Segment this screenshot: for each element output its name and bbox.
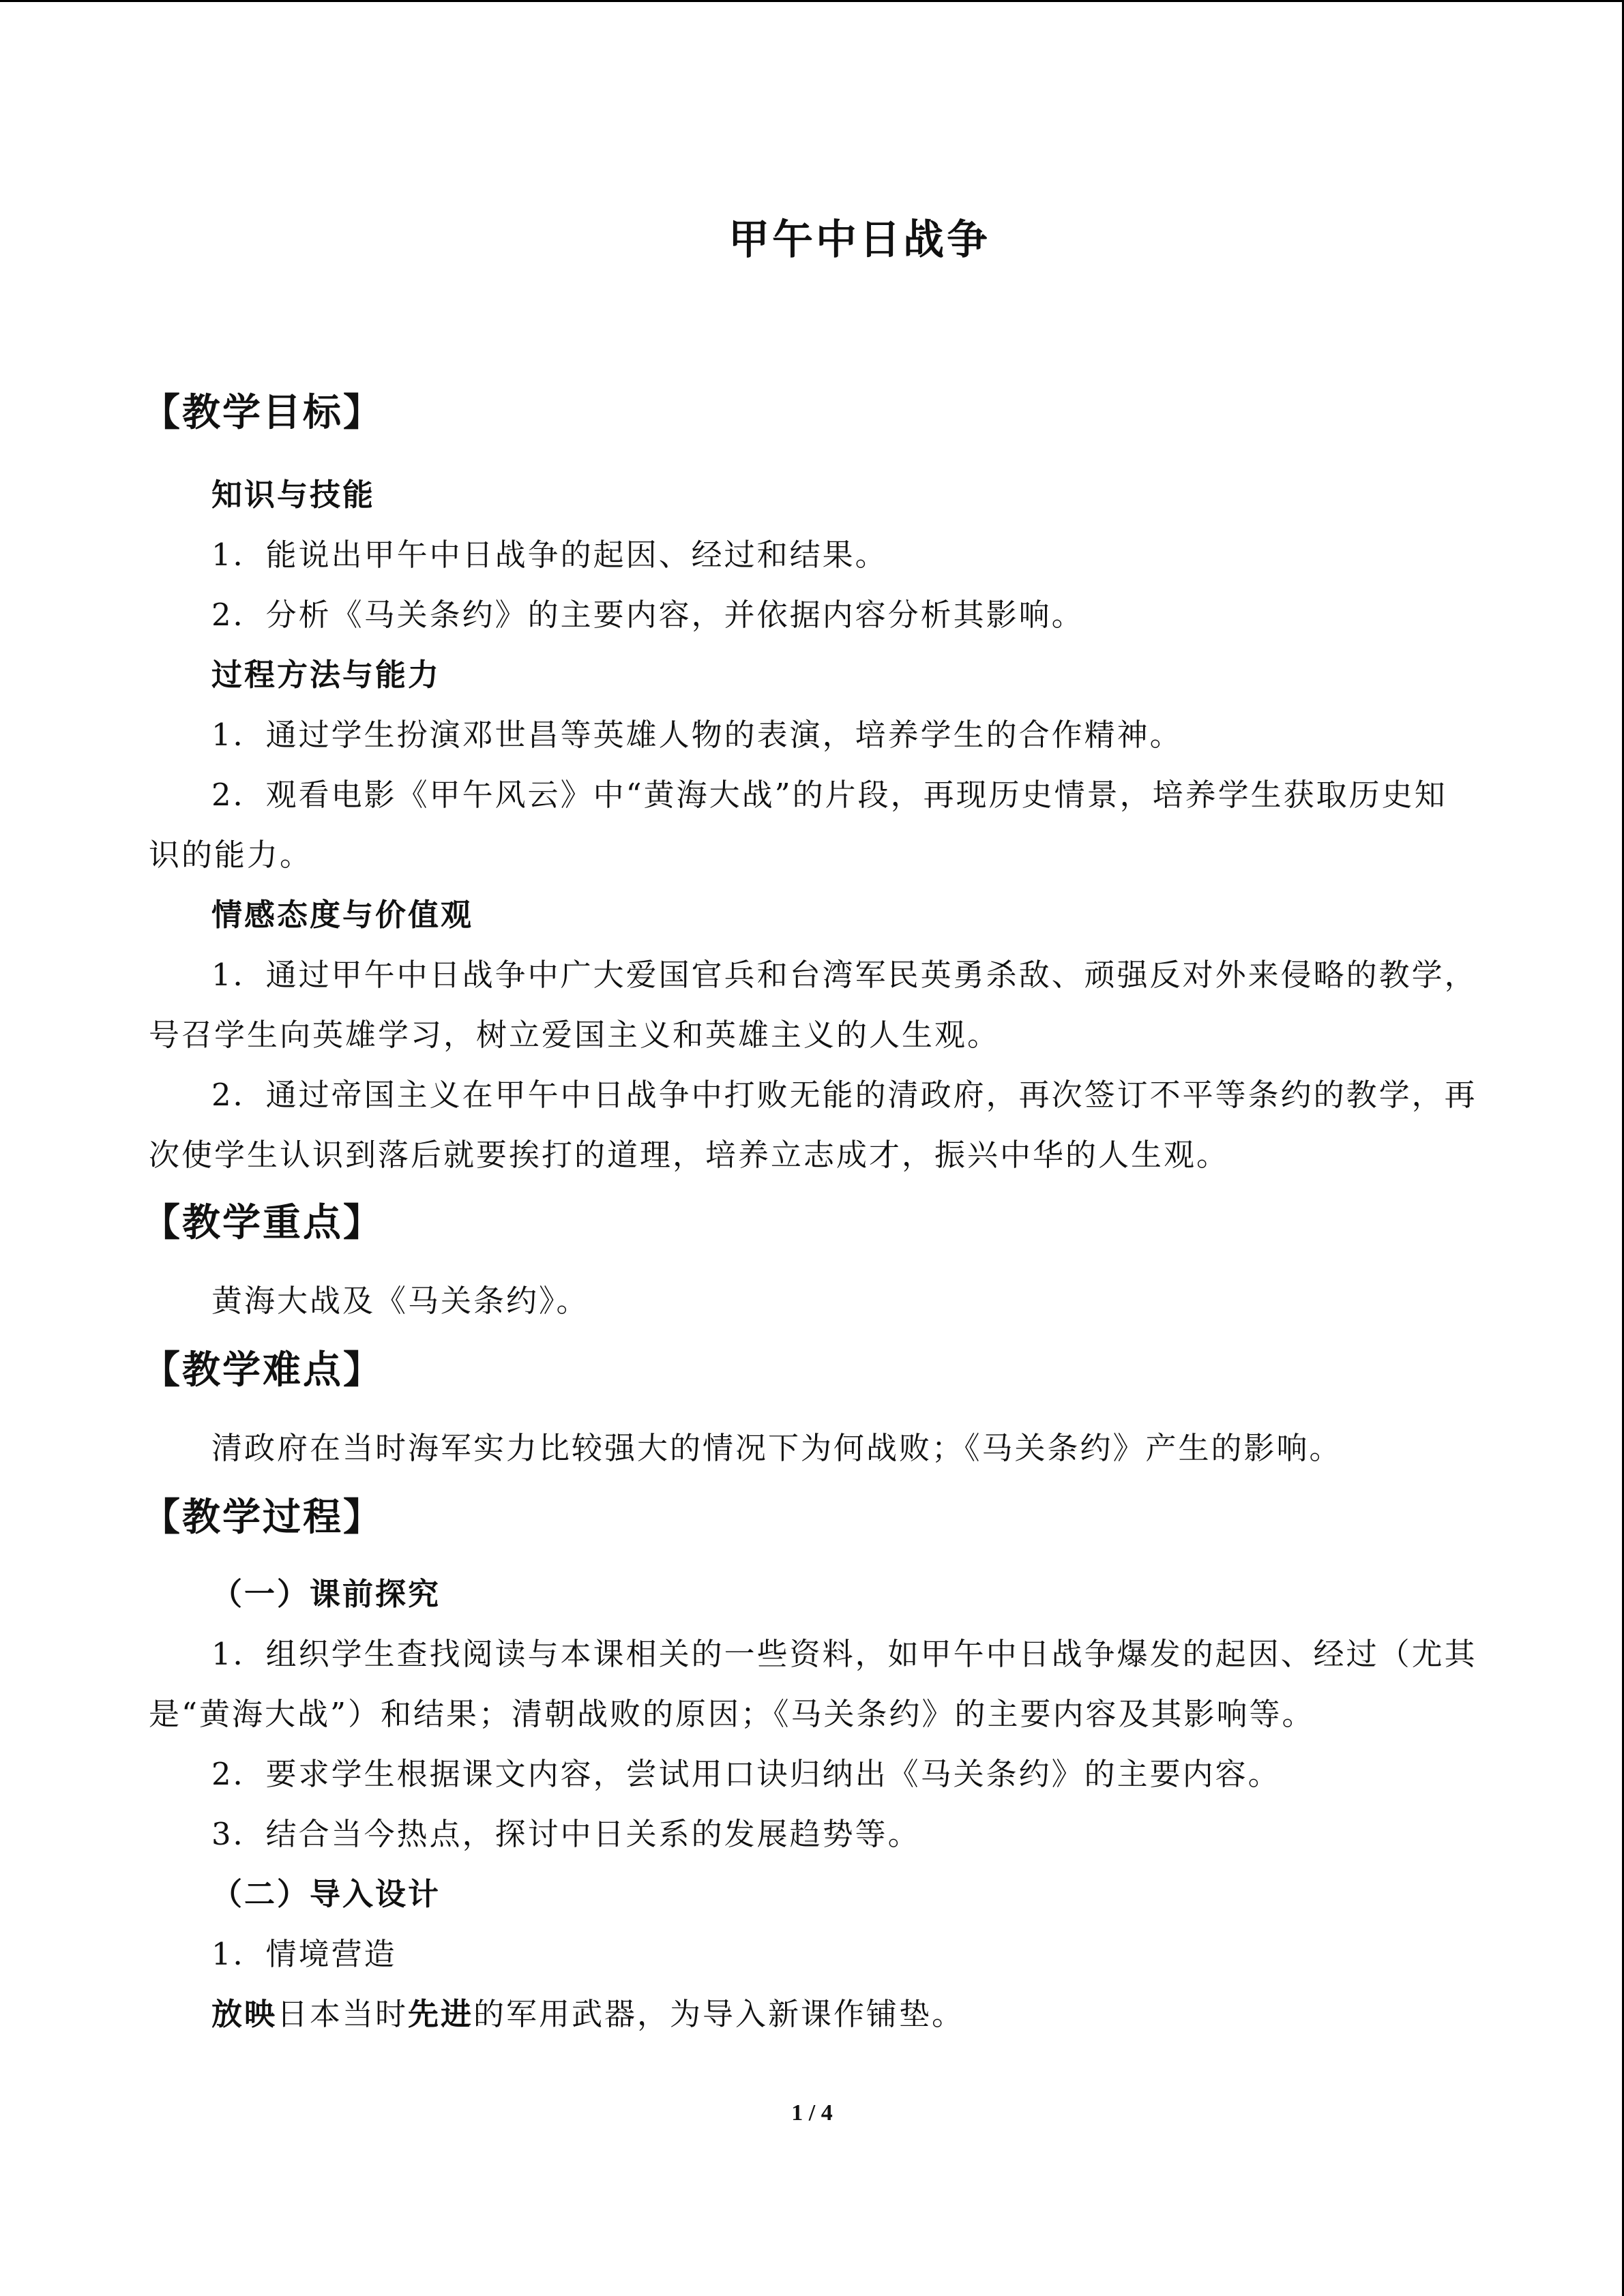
knowledge-item-1: 1．能说出甲午中日战争的起因、经过和结果。 [211, 537, 888, 573]
process-item-1: 1．通过学生扮演邓世昌等英雄人物的表演，培养学生的合作精神。 [211, 717, 1183, 753]
process-item-2-line-1: 2．观看电影《甲午风云》中“黄海大战”的片段，再现历史情景，培养学生获取历史知 [211, 777, 1447, 813]
heading-pre-class: （一）课前探究 [211, 1576, 441, 1612]
emotion-item-1-line-1: 1．通过甲午中日战争中广大爱国官兵和台湾军民英勇杀敌、顽强反对外来侵略的教学， [211, 957, 1477, 993]
page-number: 1 / 4 [791, 2100, 833, 2126]
heading-knowledge: 知识与技能 [211, 477, 376, 513]
section-objectives: 【教学目标】 [142, 391, 383, 435]
pre-class-item-3: 3．结合当今热点，探讨中日关系的发展趋势等。 [211, 1816, 921, 1852]
intro-text-bold-1: 放映 [211, 1996, 278, 2032]
heading-emotion: 情感态度与价值观 [211, 897, 474, 933]
section-difficulty: 【教学难点】 [142, 1348, 383, 1392]
page-title: 甲午中日战争 [728, 216, 990, 264]
focus-text: 黄海大战及《马关条约》。 [211, 1283, 589, 1319]
emotion-item-1-line-2: 号召学生向英雄学习，树立爱国主义和英雄主义的人生观。 [149, 1017, 1001, 1053]
pre-class-item-1-line-2: 是“黄海大战”）和结果；清朝战败的原因；《马关条约》的主要内容及其影响等。 [149, 1696, 1315, 1732]
emotion-item-2-line-1: 2．通过帝国主义在甲午中日战争中打败无能的清政府，再次签订不平等条约的教学，再 [211, 1077, 1477, 1113]
pre-class-item-1-line-1: 1．组织学生查找阅读与本课相关的一些资料，如甲午中日战争爆发的起因、经过（尤其 [211, 1636, 1477, 1672]
heading-process-method: 过程方法与能力 [211, 657, 441, 693]
intro-item-1: 1．情境营造 [211, 1936, 397, 1972]
intro-text-part-1: 日本当时 [277, 1996, 409, 2032]
process-item-2-line-2: 识的能力。 [149, 837, 313, 873]
intro-text [211, 1994, 964, 2035]
section-focus: 【教学重点】 [142, 1201, 383, 1245]
heading-intro-design: （二）导入设计 [211, 1876, 441, 1912]
pre-class-item-2: 2．要求学生根据课文内容，尝试用口诀归纳出《马关条约》的主要内容。 [211, 1756, 1281, 1792]
top-border [0, 0, 1624, 2]
knowledge-item-2: 2．分析《马关条约》的主要内容，并依据内容分析其影响。 [211, 597, 1084, 633]
intro-text-part-2: 的军用武器，为导入新课作铺垫。 [473, 1996, 965, 2032]
emotion-item-2-line-2: 次使学生认识到落后就要挨打的道理，培养立志成才，振兴中华的人生观。 [149, 1137, 1230, 1173]
difficulty-text: 清政府在当时海军实力比较强大的情况下为何战败；《马关条约》产生的影响。 [211, 1430, 1342, 1466]
intro-text-bold-2: 先进 [408, 1996, 474, 2032]
section-process: 【教学过程】 [142, 1495, 383, 1540]
